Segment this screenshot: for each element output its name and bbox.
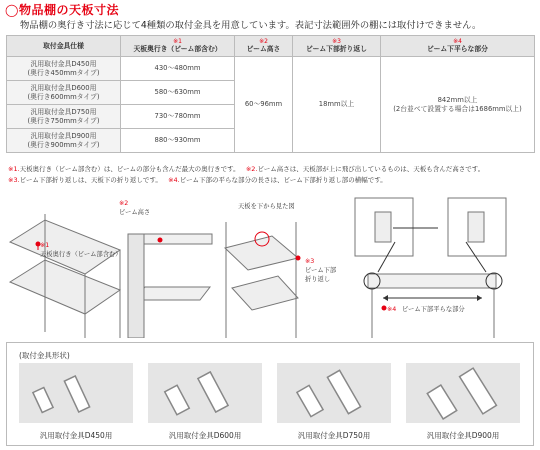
arrow-head: [383, 295, 388, 301]
bracket-label: 汎用取付金具D450用: [39, 431, 113, 440]
shelf-illustration-2: [128, 234, 212, 338]
bracket-image: [277, 363, 391, 423]
table-header: ※3 ビーム下部折り返し: [293, 36, 381, 57]
callout-1-mark: ※1: [40, 242, 50, 249]
bracket-icon: [406, 363, 520, 423]
page-title: ◯物品棚の天板寸法: [5, 3, 119, 17]
arrow-head: [477, 295, 482, 301]
callout-2-label: ビーム高さ: [119, 209, 151, 216]
table-cell-name: 汎用取付金具D450用 (奥行き450mmタイプ): [7, 57, 121, 81]
table-cell-name: 汎用取付金具D750用 (奥行き750mmタイプ): [7, 105, 121, 129]
bracket-image: [19, 363, 133, 423]
spec-table: [6, 35, 535, 153]
table-cell-depth: 580〜630mm: [121, 81, 235, 105]
table-cell-depth: 880〜930mm: [121, 129, 235, 153]
marker-dot: [296, 256, 301, 261]
table-cell-fold: 18mm以上: [293, 57, 381, 153]
bracket-label: 汎用取付金具D750用: [297, 431, 371, 440]
bracket-image: [148, 363, 262, 423]
table-header: ※4 ビーム下平らな部分: [381, 36, 535, 57]
table-header: ※1 天板奥行き（ビーム部含む）: [121, 36, 235, 57]
intro-text: 物品棚の奥行き寸法に応じて4種類の取付金具を用意しています。表記寸法範囲外の棚には取付けできません。: [20, 20, 482, 31]
callout-2-mark: ※2: [119, 200, 129, 207]
marker-dot: [382, 306, 387, 311]
table-cell-name: 汎用取付金具D600用 (奥行き600mmタイプ): [7, 81, 121, 105]
callout-4-mark: ※4: [387, 306, 397, 313]
callout-3-mark: ※3: [305, 258, 315, 265]
callout-3-label-1: ビーム下部: [305, 267, 337, 274]
table-header-row: [7, 36, 535, 57]
bracket-shapes-panel: [6, 342, 534, 446]
bracket-icon: [148, 363, 262, 423]
notes: [8, 164, 484, 185]
table-header: ※2 ビーム高さ: [235, 36, 293, 57]
table-cell-flat: 842mm以上 (2台並べて設置する場合は1686mm以上): [381, 57, 535, 153]
note-line: ※3.ビーム下部折り返しは、天板下の折り返しです。 ※4.ビーム下部の平らな部分の長さは、ビーム下部折り返し部の横幅です。: [8, 175, 387, 184]
table-header: 取付金具仕様: [7, 36, 121, 57]
shelf-illustration-4: [355, 198, 506, 338]
callout-3-caption: 天板を下から見た図: [238, 203, 295, 210]
callout-3-label-2: 折り返し: [305, 276, 331, 283]
page-title-text: 物品棚の天板寸法: [18, 3, 119, 17]
bracket-image: [406, 363, 520, 423]
shelf-diagrams: [0, 192, 540, 338]
callout-4-label: ビーム下部平らな部分: [402, 306, 465, 313]
table-cell-name: 汎用取付金具D900用 (奥行き900mmタイプ): [7, 129, 121, 153]
bracket-icon: [19, 363, 133, 423]
bracket-label: 汎用取付金具D900用: [426, 431, 500, 440]
table-cell-depth: 430〜480mm: [121, 57, 235, 81]
bracket-icon: [277, 363, 391, 423]
table-cell-beam-height: 60〜96mm: [235, 57, 293, 153]
bracket-label: 汎用取付金具D600用: [168, 431, 242, 440]
table-cell-depth: 730〜780mm: [121, 105, 235, 129]
callout-1-label: 天板奥行き（ビーム部含む）: [40, 251, 122, 258]
shelf-illustration-3: [225, 222, 298, 338]
shelf-illustration-1: [10, 214, 120, 338]
note-line: ※1.天板奥行き（ビーム部含む）は、ビームの部分も含んだ最大の奥行きです。 ※2.ビーム高さは、天板部が上に飛び出しているものは、天板も含んだ高さです。: [8, 165, 485, 173]
bracket-shapes-header: (取付金具形状): [19, 351, 70, 360]
table-row: [7, 57, 535, 81]
marker-dot: [158, 238, 163, 243]
